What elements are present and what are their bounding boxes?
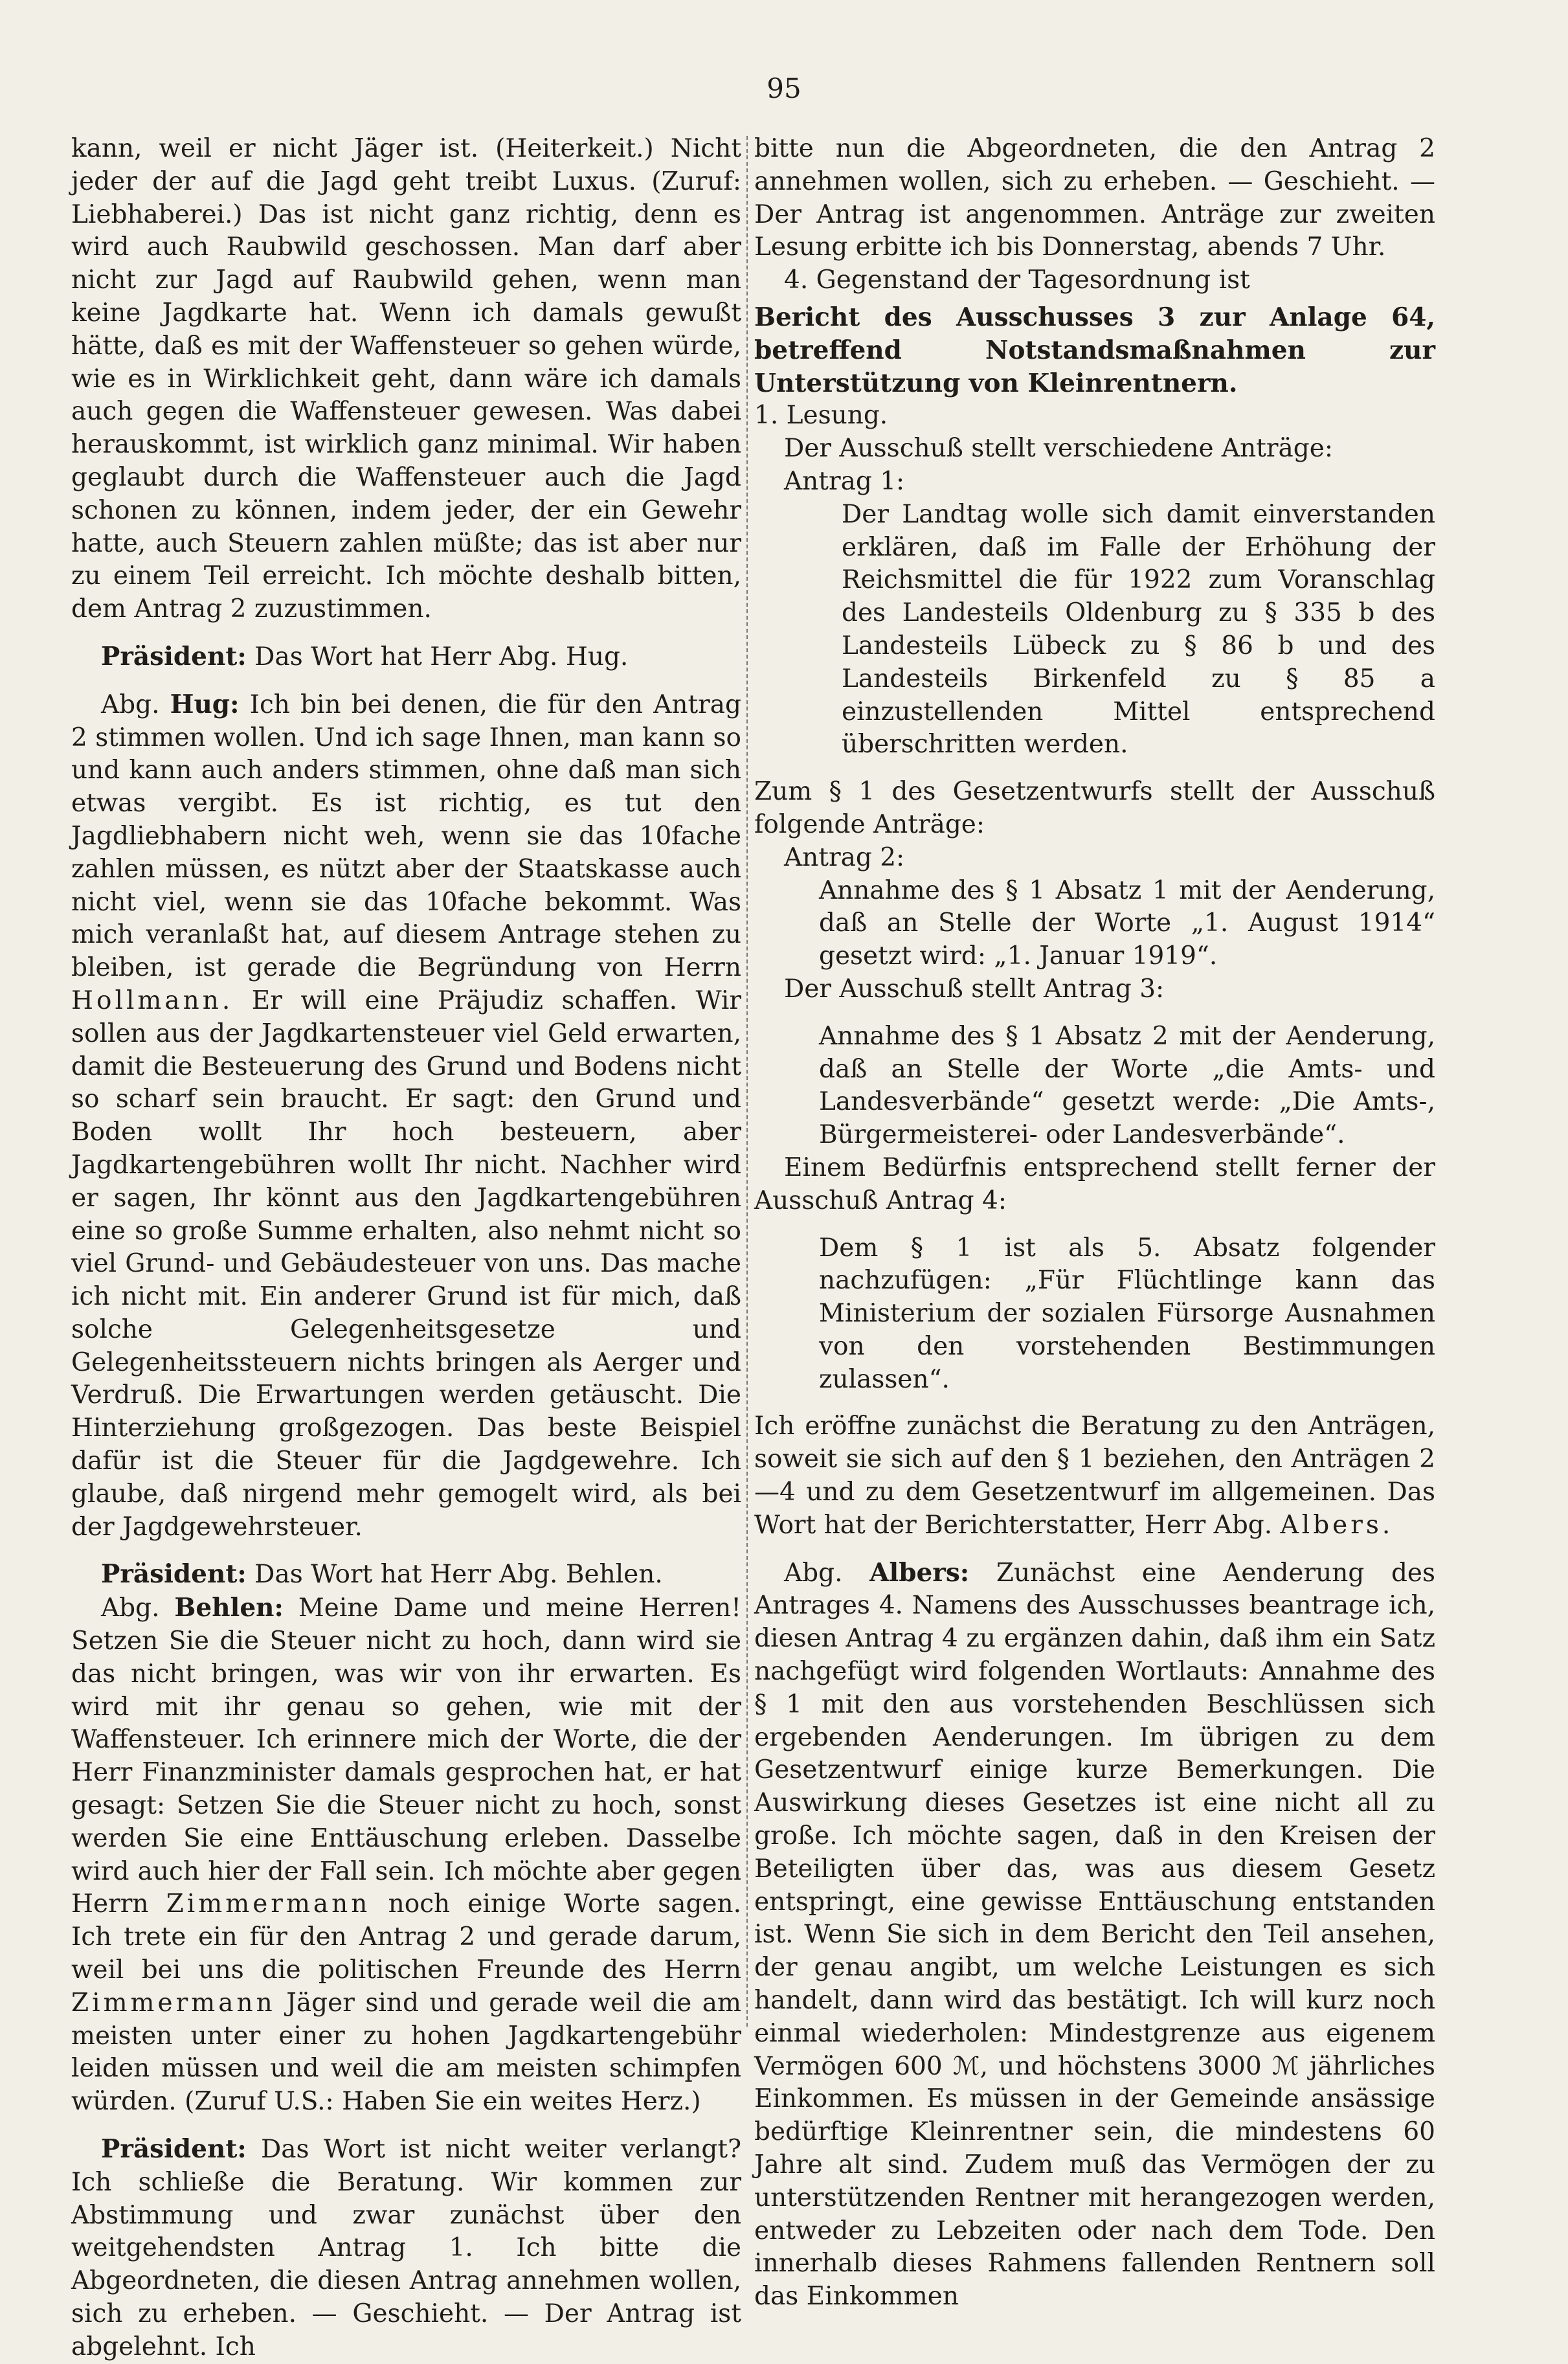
person-name: Zimmermann <box>166 1889 371 1919</box>
reading-label: 1. Lesung. <box>754 401 888 431</box>
speaker-label: Präsident: <box>101 641 247 671</box>
speaker-label: Hug: <box>170 689 240 719</box>
speaker-label: Albers: <box>869 1557 970 1588</box>
agenda-title: Bericht des Ausschusses 3 zur Anlage 64, betreffend Notstandsmaßnahmen zur Unterstützung von Kleinrentnern. <box>754 302 1435 398</box>
speech-paragraph <box>71 688 741 1544</box>
paragraph: bitte nun die Abgeordneten, die den Antrag 2 annehmen wollen, sich zu erheben. — Geschieht. — Der Antrag ist angenommen. Anträge zur zweiten Lesung erbitte ich bis Donnerstag, abends 7 Uhr. <box>754 134 1435 262</box>
abg-label: Abg. <box>101 1593 160 1623</box>
speech-text: noch einige Worte sagen. Ich trete ein für den Antrag 2 und gerade darum, weil bei uns die politischen Freunde des Herrn <box>71 1889 742 1985</box>
speech-text: Meine Dame und meine Herren! Setzen Sie die Steuer nicht zu hoch, dann wird sie das nicht bringen, was wir von ihr erwarten. Es wird mit ihr genau so gehen, wie mit der Waffensteuer. Ich erinnere mich der Worte, die der Herr Finanzminister damals gesprochen hat, er hat gesagt: Setzen Sie die Steuer nicht zu hoch, sonst werden Sie eine Enttäuschung erleben. Dasselbe wird auch hier der Fall sein. Ich möchte aber gegen Herrn <box>71 1593 741 1919</box>
speech-paragraph <box>754 1557 1435 2313</box>
person-name: Hollmann. <box>71 985 234 1015</box>
speech-text: Jäger sind und gerade weil die am meisten unter einer zu hohen Jagdkartengebühr leiden müssen und weil die am meisten schimpfen würden. (Zuruf U.S.: Haben Sie ein weites Herz.) <box>71 1988 741 2117</box>
paragraph: Einem Bedürfnis entsprechend stellt ferner der Ausschuß Antrag 4: <box>754 1153 1435 1215</box>
column-divider <box>746 136 748 2027</box>
motion-text: Der Landtag wolle sich damit einverstanden erklären, daß im Falle der Erhöhung der Reichsmittel die für 1922 zum Voranschlag des Landesteils Oldenburg zu § 335 b des Landesteils Lübeck zu § 86 b und des Landesteils Birkenfeld zu § 85 a einzustellenden Mittel entsprechend überschritten werden. <box>842 499 1435 760</box>
abg-label: Abg. <box>784 1558 843 1588</box>
motion-text: Annahme des § 1 Absatz 1 mit der Aenderung, daß an Stelle der Worte „1. August 1914“ gesetzt wird: „1. Januar 1919“. <box>819 875 1435 971</box>
paragraph: Zum § 1 des Gesetzentwurfs stellt der Ausschuß folgende Anträge: <box>754 777 1435 839</box>
right-column <box>754 133 1436 2312</box>
left-column <box>71 133 742 2361</box>
speech-paragraph <box>71 2133 741 2364</box>
speech-paragraph <box>71 1558 741 1592</box>
speaker-label: Behlen: <box>174 1593 284 1623</box>
speech-paragraph <box>71 640 741 674</box>
speech-text: Das Wort hat Herr Abg. Behlen. <box>254 1560 663 1590</box>
speaker-label: Präsident: <box>101 2134 247 2165</box>
paragraph: Der Ausschuß stellt verschiedene Anträge: <box>784 434 1333 464</box>
speech-text: Er will eine Präjudiz schaffen. Wir sollen aus der Jagdkartensteuer viel Geld erwarten, damit die Besteuerung des Grund und Bodens nicht so scharf sein braucht. Er sagt: den Grund und Boden wollt Ihr hoch besteuern, aber Jagdkartengebühren wollt Ihr nicht. Nachher wird er sagen, Ihr könnt aus den Jagdkartengebühren eine so große Summe erhalten, also nehmt nicht so viel Grund- und Gebäudesteuer von uns. Das mache ich nicht mit. Ein anderer Grund ist für mich, daß solche Gelegenheitsgesetze und Gelegenheitssteuern nichts bringen als Aerger und Verdruß. Die Erwartungen werden getäuscht. Die Hinterziehung großgezogen. Das beste Beispiel dafür ist die Steuer für die Jagdgewehre. Ich glaube, daß nirgend mehr gemogelt wird, als bei der Jagdgewehrsteuer. <box>71 985 741 1542</box>
person-name: Zimmermann <box>71 1988 276 2018</box>
paragraph: kann, weil er nicht Jäger ist. (Heiterkeit.) Nicht jeder der auf die Jagd geht treibt Luxus. (Zuruf: Liebhaberei.) Das ist nicht ganz richtig, denn es wird auch Raubwild geschossen. Man darf aber nicht zur Jagd auf Raubwild gehen, wenn man keine Jagdkarte hat. Wenn ich damals gewußt hätte, daß es mit der Waffensteuer so gehen würde, wie es in Wirklichkeit geht, dann wäre ich damals auch gegen die Waffensteuer gewesen. Was dabei herauskommt, ist wirklich ganz minimal. Wir haben geglaubt durch die Waffensteuer auch die Jagd schonen zu können, indem jeder, der ein Gewehr hatte, auch Steuern zahlen müßte; das ist aber nur zu einem Teil erreicht. Ich möchte deshalb bitten, dem Antrag 2 zuzustimmen. <box>71 134 741 624</box>
speech-text: Ich bin bei denen, die für den Antrag 2 stimmen wollen. Und ich sage Ihnen, man kann so und kann auch anders stimmen, ohne daß man sich etwas vergibt. Es ist richtig, es tut den Jagdliebhabern nicht weh, wenn sie das 10fache zahlen müssen, es nützt aber der Staatskasse auch nicht viel, wenn sie das 10fache bekommt. Was mich veranlaßt hat, auf diesem Antrage stehen zu bleiben, ist gerade die Begründung von Herrn <box>71 690 742 983</box>
speech-text: Zunächst eine Aenderung des Antrages 4. Namens des Ausschusses beantrage ich, diesen Antrag 4 zu ergänzen dahin, daß ihm ein Satz nachgefügt wird folgenden Wortlauts: Annahme des § 1 mit den aus vorstehenden Beschlüssen sich ergebenden Aenderungen. Im übrigen zu dem Gesetzentwurf einige kurze Bemerkungen. Die Auswirkung dieses Gesetzes ist eine nicht all zu große. Ich möchte sagen, daß in den Kreisen der Beteiligten über das, was aus diesem Gesetz entspringt, eine gewisse Enttäuschung entstanden ist. Wenn Sie sich in dem Bericht den Teil ansehen, der genau angibt, um welche Leistungen es sich handelt, dann wird das bestätigt. Ich will kurz noch einmal wiederholen: Mindestgrenze aus eigenem Vermögen 600 ℳ, und höchstens 3000 ℳ jährliches Einkommen. Es müssen in der Gemeinde ansässige bedürftige Kleinrentner sein, die mindestens 60 Jahre alt sind. Zudem muß das Vermögen der zu unterstützenden Rentner mit herangezogen werden, entweder zu Lebzeiten oder nach dem Tode. Den innerhalb dieses Rahmens fallenden Rentnern soll das Einkommen <box>754 1558 1436 2312</box>
paragraph-text: Ich eröffne zunächst die Beratung zu den Anträgen, soweit sie sich auf den § 1 beziehen, den Anträgen 2—4 und zu dem Gesetzentwurf im allgemeinen. Das Wort hat der Berichterstatter, Herr Abg. <box>754 1412 1435 1540</box>
motion-label: Antrag 1: <box>784 466 905 496</box>
person-name: Albers. <box>1280 1510 1394 1540</box>
agenda-item: 4. Gegenstand der Tagesordnung ist <box>784 265 1250 295</box>
motion-text: Dem § 1 ist als 5. Absatz folgender nachzufügen: „Für Flüchtlinge kann das Ministerium der sozialen Fürsorge Ausnahmen von den vorstehenden Bestimmungen zulassen“. <box>819 1233 1435 1394</box>
abg-label: Abg. <box>101 690 160 719</box>
motion-label: Der Ausschuß stellt Antrag 3: <box>784 974 1165 1004</box>
motion-text: Annahme des § 1 Absatz 2 mit der Aenderung, daß an Stelle der Worte „die Amts- und Landesverbände“ gesetzt werde: „Die Amts-, Bürgermeisterei- oder Landesverbände“. <box>819 1021 1435 1150</box>
paragraph <box>754 1410 1435 1542</box>
speech-paragraph <box>71 1592 741 2119</box>
motion-label: Antrag 2: <box>784 842 905 872</box>
speech-text: Das Wort ist nicht weiter verlangt? Ich schließe die Beratung. Wir kommen zur Abstimmung und zwar zunächst über den weitgehendsten Antrag 1. Ich bitte die Abgeordneten, die diesen Antrag annehmen wollen, sich zu erheben. — Geschieht. — Der Antrag ist abgelehnt. Ich <box>71 2135 741 2361</box>
speaker-label: Präsident: <box>101 1559 247 1590</box>
speech-text: Das Wort hat Herr Abg. Hug. <box>254 642 629 671</box>
page-number: 95 <box>767 73 801 104</box>
